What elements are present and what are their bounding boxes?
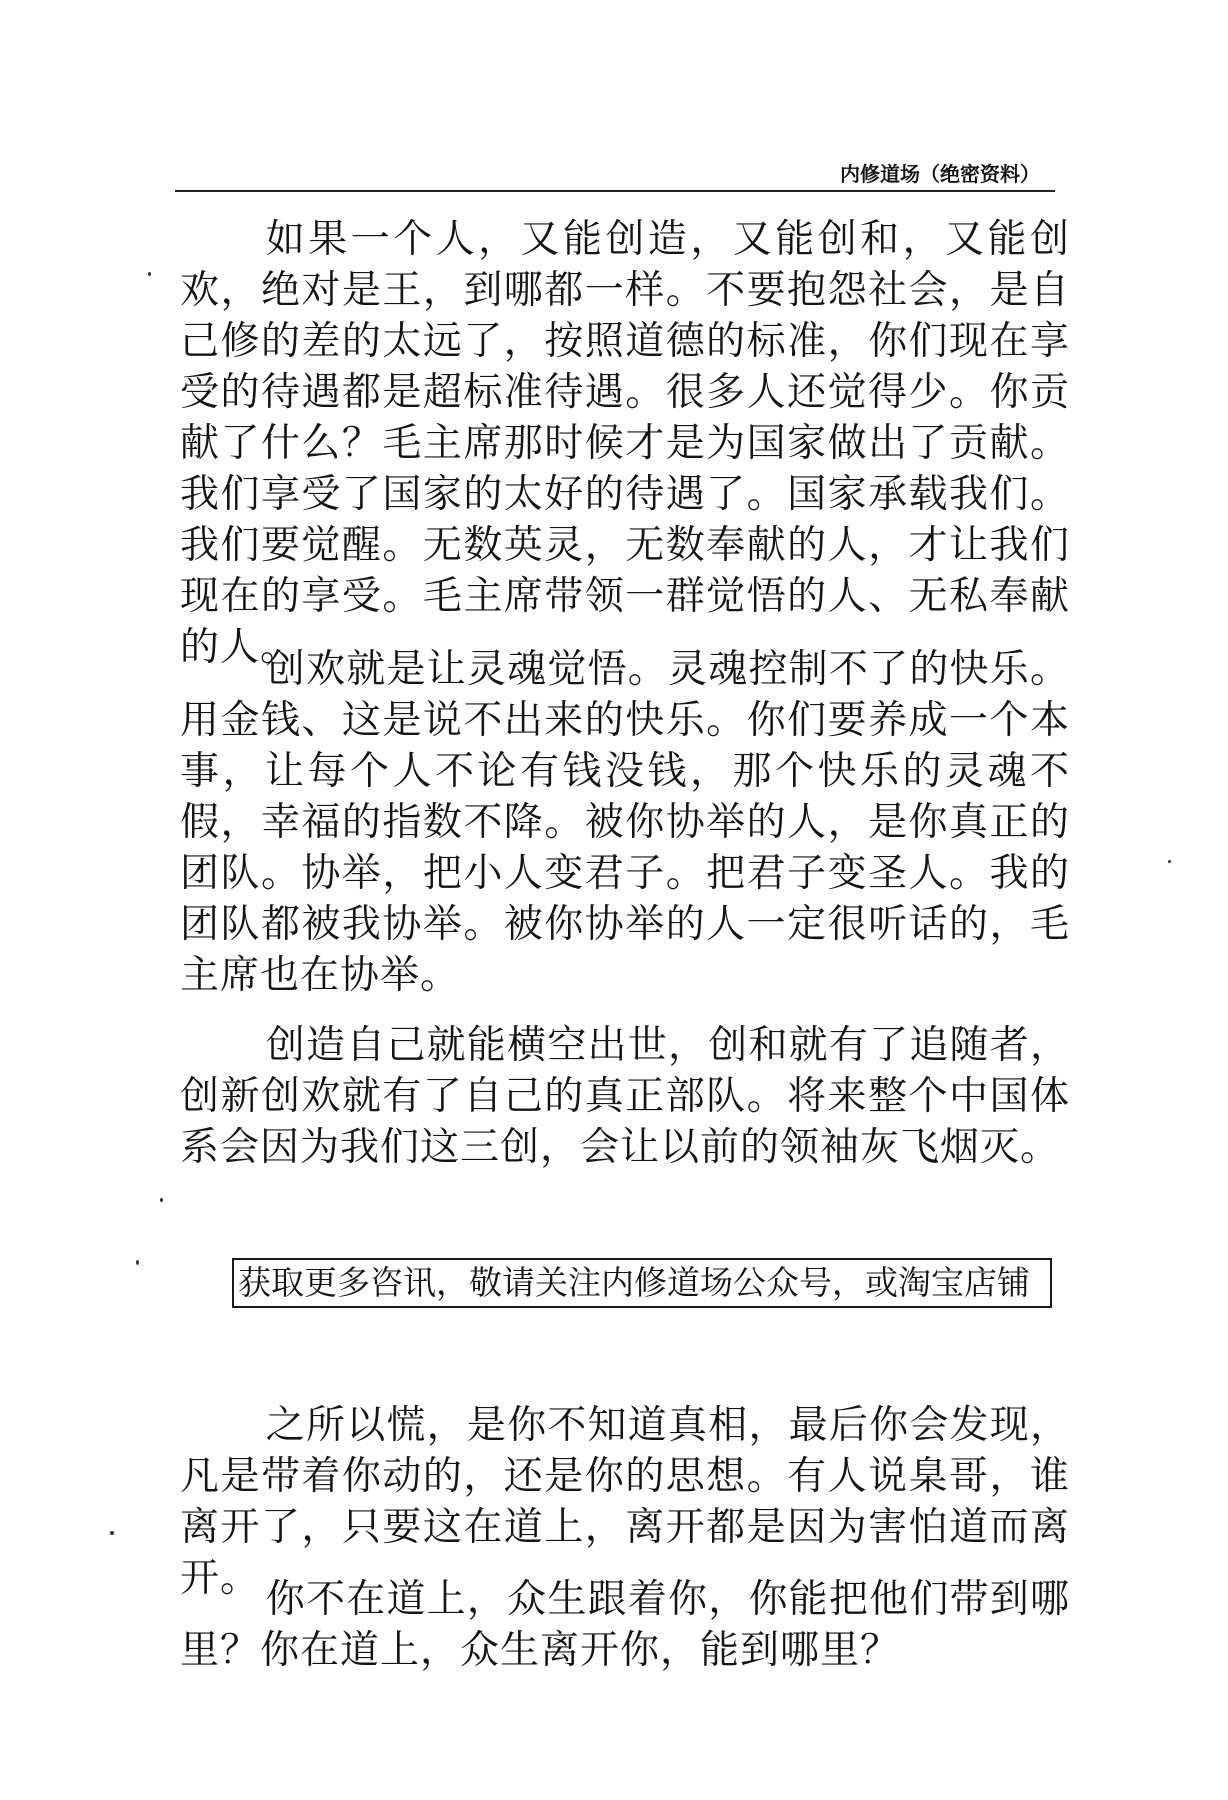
scan-speck [110,1531,114,1535]
body-paragraph: 你不在道上，众生跟着你，你能把他们带到哪里？你在道上，众生离开你，能到哪里？ [180,1577,1070,1673]
body-paragraph: 如果一个人，又能创造，又能创和，又能创欢，绝对是王，到哪都一样。不要抱怨社会，是自己修的差的太远了，按照道德的标准，你们现在享受的待遇都是超标准待遇。很多人还觉得少。你贡献了什么？毛主席那时候才是为国家做出了贡献。我们享受了国家的太好的待遇了。国家承载我们。我们要觉醒。无数英灵，无数奉献的人，才让我们现在的享受。毛主席带领一群觉悟的人、无私奉献的人。 [180,217,1070,670]
scan-speck [136,1260,139,1265]
notice-box: 获取更多咨讯，敬请关注内修道场公众号，或淘宝店铺 [232,1258,1052,1308]
scan-speck [148,272,151,276]
header-rule [175,190,1055,192]
scan-speck [1168,860,1171,863]
scan-speck [160,1198,163,1202]
body-paragraph: 创造自己就能横空出世，创和就有了追随者，创新创欢就有了自己的真正部队。将来整个中国体系会因为我们这三创，会让以前的领袖灰飞烟灭。 [180,1023,1070,1170]
body-paragraph: 创欢就是让灵魂觉悟。灵魂控制不了的快乐。用金钱、这是说不出来的快乐。你们要养成一个本事，让每个人不论有钱没钱，那个快乐的灵魂不假，幸福的指数不降。被你协举的人，是你真正的团队。协举，把小人变君子。把君子变圣人。我的团队都被我协举。被你协举的人一定很听话的，毛主席也在协举。 [180,647,1070,998]
body-paragraph: 之所以慌，是你不知道真相，最后你会发现，凡是带着你动的，还是你的思想。有人说臬哥，谁离开了，只要这在道上，离开都是因为害怕道而离开。 [180,1403,1070,1601]
running-header-title: 内修道场（绝密资料） [840,162,1040,186]
